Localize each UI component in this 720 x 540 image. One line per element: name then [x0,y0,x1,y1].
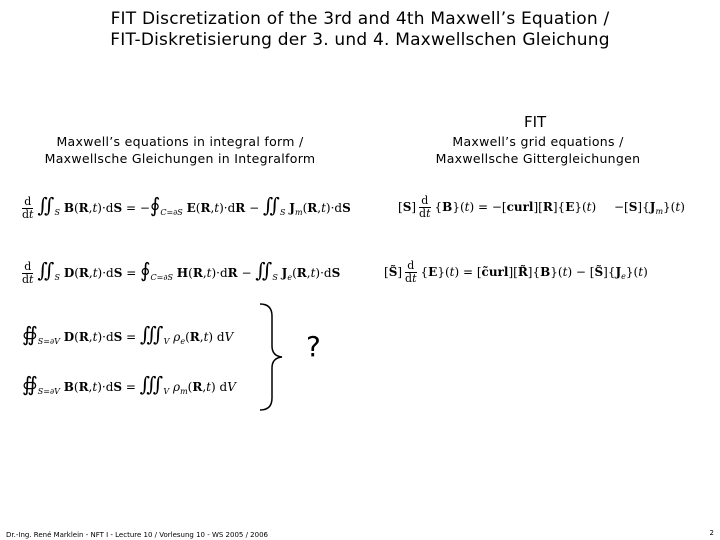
page-number: 2 [709,529,714,537]
ampere-grid-equation: [S̃] $\frac{d}{dt} \{E\}(t)$ = [c̃url][R̃]{B}(t) − $[S̃]\{J_e\}(t)$ [384,259,648,285]
grouping-brace [258,302,298,412]
left-column-heading: Maxwell’s equations in integral form / Maxwellsche Gleichungen in Integralform [44,134,316,166]
right-column-heading: Maxwell’s grid equations / Maxwellsche Gittergleichungen [435,134,641,166]
ampere-integral-equation: $\frac{d}{dt}$ $∬_S$ $D(R,t)\cdot dS = ∮_{C=\partial S}$ $H(R,t)\cdot dR - ∬_S$ $J_e(R,t)\cdot dS$ [22,258,341,286]
question-mark: ? [306,330,321,363]
fit-label: FIT [524,113,547,131]
slide-title-english: FIT Discretization of the 3rd and 4th Maxwell’s Equation / [110,9,610,29]
faraday-integral-equation: $\frac{d}{dt}$ $∬_S$ $B(R,t)\cdot dS = -∮_{C=\partial S}$ $E(R,t)\cdot dR - ∬_S$ $J_m(R,t)\cdot dS$ [22,193,351,221]
gauss-magnetic-integral-equation: $∯_{S=\partial V}$ $B(R,t)\cdot dS = ∭_V$ $\rho_m(R,t)$ dV [22,372,236,396]
faraday-grid-equation: [S] $\frac{d}{dt} \{B\}(t)$ = −[curl][R]{E}(t) $-[S]\{J_m\}(t)$ [398,194,685,220]
gauss-electric-integral-equation: $∯_{S=\partial V}$ $D(R,t)\cdot dS = ∭_V$ $\rho_e(R,t)$ dV [22,322,234,346]
footer-text: Dr.-Ing. René Marklein - NFT I - Lecture 10 / Vorlesung 10 - WS 2005 / 2006 [6,531,268,539]
slide-title-german: FIT-Diskretisierung der 3. und 4. Maxwellschen Gleichung [110,30,610,50]
